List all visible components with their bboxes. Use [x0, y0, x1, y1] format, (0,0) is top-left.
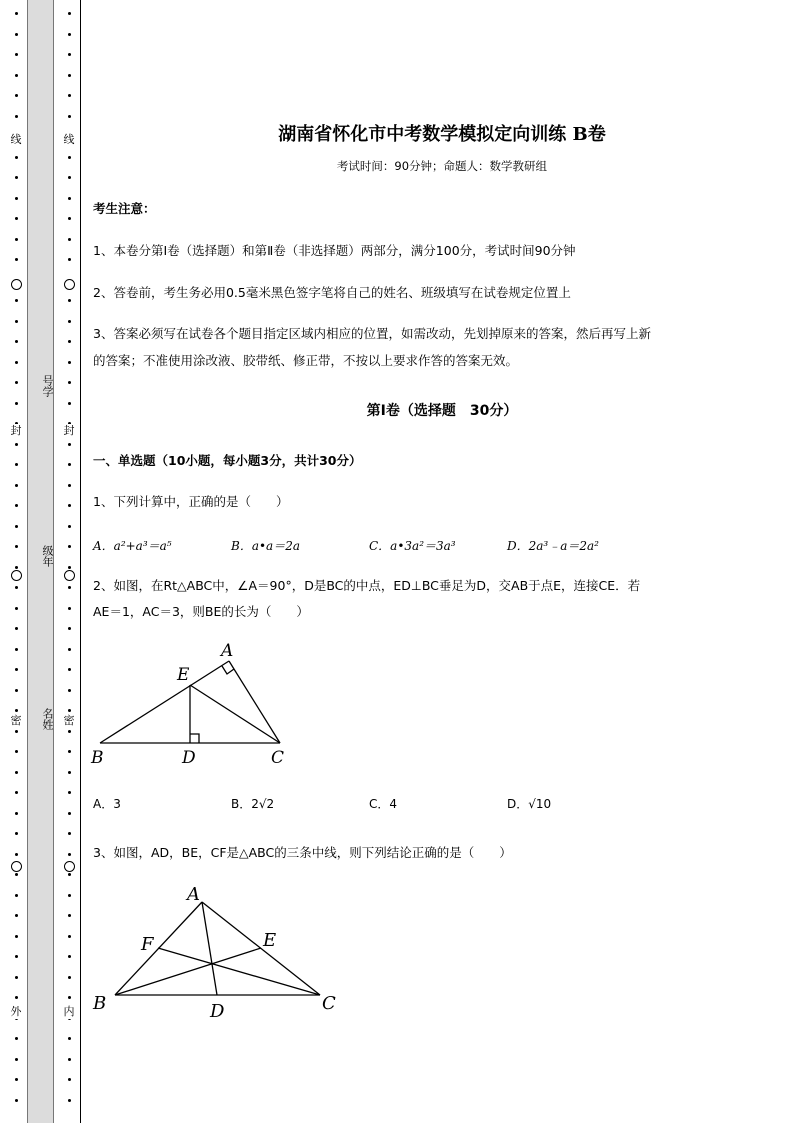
binding-dot [68, 176, 71, 179]
q3-label-d: D [210, 1001, 225, 1022]
binding-dot [15, 402, 18, 405]
outer-dotted-line [9, 0, 23, 1123]
inner-char-xian: 线 [63, 133, 75, 146]
binding-dot [15, 94, 18, 97]
binding-dot [68, 771, 71, 774]
binding-dot [68, 238, 71, 241]
binding-dot [15, 1078, 18, 1081]
inner-char-nei: 内 [63, 1005, 75, 1018]
binding-dot [15, 689, 18, 692]
outer-char-feng: 封 [10, 424, 22, 437]
binding-dot [15, 238, 18, 241]
binding-dot [68, 320, 71, 323]
binding-dot [68, 381, 71, 384]
binding-dot [68, 709, 71, 712]
binding-dot [68, 976, 71, 979]
binding-dot [15, 812, 18, 815]
binding-dot [15, 648, 18, 651]
binding-dot [15, 463, 18, 466]
binding-dot [68, 484, 71, 487]
binding-dot [15, 484, 18, 487]
q2-segment-ac [229, 661, 280, 743]
binding-dot [15, 74, 18, 77]
binding-dot [15, 525, 18, 528]
binding-dot [15, 115, 18, 118]
binding-dot [68, 340, 71, 343]
binding-dot [15, 1058, 18, 1061]
binding-dot [15, 750, 18, 753]
q2-label-a: A [221, 641, 234, 661]
binding-dot [68, 730, 71, 733]
binding-dot [15, 771, 18, 774]
binding-dot [68, 443, 71, 446]
part-heading: 一、单选题（10小题，每小题3分，共计30分） [93, 453, 362, 468]
binding-dot [15, 12, 18, 15]
outer-circle-1 [11, 279, 22, 290]
binding-dot [68, 791, 71, 794]
binding-dot [15, 217, 18, 220]
binding-dot [68, 955, 71, 958]
binding-dot [15, 53, 18, 56]
binding-dot [68, 402, 71, 405]
inner-char-mi: 密 [63, 714, 75, 727]
q3-stem: 3、如图，AD，BE，CF是△ABC的三条中线，则下列结论正确的是（ ） [93, 845, 512, 860]
exam-subtitle: 考试时间：90分钟；命题人：数学教研组 [336, 159, 548, 173]
binding-dot [68, 607, 71, 610]
binding-dot [68, 566, 71, 569]
q2-label-e: E [177, 665, 190, 685]
binding-dot [68, 197, 71, 200]
outer-circle-2 [11, 570, 22, 581]
binding-dot [15, 566, 18, 569]
binding-dot [15, 299, 18, 302]
inner-circle-3 [64, 861, 75, 872]
notice-item-2: 2、答卷前，考生务必用0.5毫米黑色签字笔将自己的姓名、班级填写在试卷规定位置上 [93, 285, 571, 300]
binding-dot [15, 258, 18, 261]
binding-dot [15, 730, 18, 733]
binding-dot [15, 361, 18, 364]
binding-dot [15, 955, 18, 958]
binding-dot [68, 33, 71, 36]
q2-segment-ec [190, 685, 280, 743]
inner-char-feng: 封 [63, 424, 75, 437]
binding-dot [15, 627, 18, 630]
binding-dot [15, 894, 18, 897]
q1-stem: 1、下列计算中，正确的是（ ） [93, 494, 289, 509]
binding-dot [15, 381, 18, 384]
binding-dot [15, 197, 18, 200]
inner-circle-2 [64, 570, 75, 581]
binding-dot [68, 914, 71, 917]
q1-option-b: B．a•a＝2a [231, 539, 300, 553]
binding-dot [15, 914, 18, 917]
binding-dot [15, 545, 18, 548]
binding-dot [15, 791, 18, 794]
binding-dot [68, 873, 71, 876]
binding-dot [68, 689, 71, 692]
binding-dot [15, 156, 18, 159]
q2-stem-line2: AE＝1，AC＝3，则BE的长为（ ） [93, 604, 309, 619]
binding-dot [68, 627, 71, 630]
binding-dot [15, 607, 18, 610]
q2-option-c: C．4 [369, 797, 398, 811]
binding-dot [68, 156, 71, 159]
field-name: 名姓 [41, 708, 54, 730]
binding-dot [68, 53, 71, 56]
binding-dot [68, 1058, 71, 1061]
binding-dot [68, 299, 71, 302]
q2-right-angle-d [190, 734, 199, 743]
q1-option-c: C．a•3a²＝3a³ [369, 539, 456, 553]
inner-dotted-line [62, 0, 76, 1123]
q2-stem-line1: 2、如图，在Rt△ABC中，∠A＝90°，D是BC的中点，ED⊥BC垂足为D，交AB于点E，连接CE．若 [93, 578, 641, 593]
q3-label-e: E [263, 930, 277, 951]
binding-dot [15, 976, 18, 979]
binding-dot [68, 935, 71, 938]
binding-dot [68, 361, 71, 364]
q3-label-b: B [93, 993, 107, 1014]
notice-heading: 考生注意： [93, 201, 156, 216]
binding-dot [68, 750, 71, 753]
outer-char-mi: 密 [10, 714, 22, 727]
q3-median-ad [202, 902, 217, 995]
q1-option-d: D．2a³﹣a＝2a² [507, 539, 599, 553]
binding-dot [68, 668, 71, 671]
binding-dot [68, 463, 71, 466]
q3-label-f: F [141, 934, 154, 955]
q2-label-c: C [271, 748, 285, 768]
q2-figure [85, 635, 305, 775]
field-student-number: 号学 [41, 375, 54, 397]
binding-dot [15, 176, 18, 179]
q2-option-b: B．2√2 [231, 797, 275, 811]
binding-dot [15, 33, 18, 36]
binding-dot [68, 94, 71, 97]
q1-option-a: A．a²+a³＝a⁵ [93, 539, 172, 553]
inner-circle-1 [64, 279, 75, 290]
binding-dot [68, 1037, 71, 1040]
binding-dot [68, 12, 71, 15]
outer-circle-3 [11, 861, 22, 872]
binding-dot [68, 525, 71, 528]
binding-dot [15, 832, 18, 835]
binding-dot [68, 504, 71, 507]
binding-dot [15, 320, 18, 323]
q2-label-b: B [91, 748, 104, 768]
q2-option-d: D．√10 [507, 797, 552, 811]
notice-item-3: 3、答案必须写在试卷各个题目指定区域内相应的位置，如需改动，先划掉原来的答案，然后再写上新 [93, 326, 651, 341]
binding-dot [68, 1099, 71, 1102]
notice-item-1: 1、本卷分第Ⅰ卷（选择题）和第Ⅱ卷（非选择题）两部分，满分100分，考试时间90分钟 [93, 243, 576, 258]
q2-label-d: D [182, 748, 196, 768]
q3-label-c: C [322, 993, 336, 1014]
binding-dot [15, 1099, 18, 1102]
binding-dot [68, 586, 71, 589]
binding-dot [68, 115, 71, 118]
binding-dot [68, 545, 71, 548]
notice-item-3-cont: 的答案；不准使用涂改液、胶带纸、修正带，不按以上要求作答的答案无效。 [93, 353, 519, 368]
outer-char-xian: 线 [10, 133, 22, 146]
binding-dot [68, 648, 71, 651]
binding-dot [15, 586, 18, 589]
binding-dot [68, 1078, 71, 1081]
binding-dot [15, 853, 18, 856]
binding-dot [15, 935, 18, 938]
binding-dot [15, 443, 18, 446]
binding-dot [15, 504, 18, 507]
binding-dot [15, 873, 18, 876]
binding-line [80, 0, 81, 1123]
binding-dot [15, 709, 18, 712]
outer-char-wai: 外 [10, 1005, 22, 1018]
binding-dot [68, 217, 71, 220]
q2-segment-ba [100, 661, 229, 743]
binding-dot [15, 340, 18, 343]
binding-dot [68, 894, 71, 897]
q3-label-a: A [187, 884, 200, 905]
binding-dot [68, 258, 71, 261]
binding-dot [15, 668, 18, 671]
binding-dot [68, 996, 71, 999]
q2-option-a: A．3 [93, 797, 121, 811]
binding-dot [68, 853, 71, 856]
binding-dot [68, 74, 71, 77]
field-grade: 级年 [41, 545, 54, 567]
binding-dot [15, 996, 18, 999]
exam-title: 湖南省怀化市中考数学模拟定向训练 B卷 [278, 124, 606, 145]
binding-dot [68, 832, 71, 835]
binding-dot [15, 1037, 18, 1040]
binding-dot [68, 812, 71, 815]
q3-figure [85, 880, 355, 1030]
section-title: 第Ⅰ卷（选择题 30分） [366, 403, 518, 419]
